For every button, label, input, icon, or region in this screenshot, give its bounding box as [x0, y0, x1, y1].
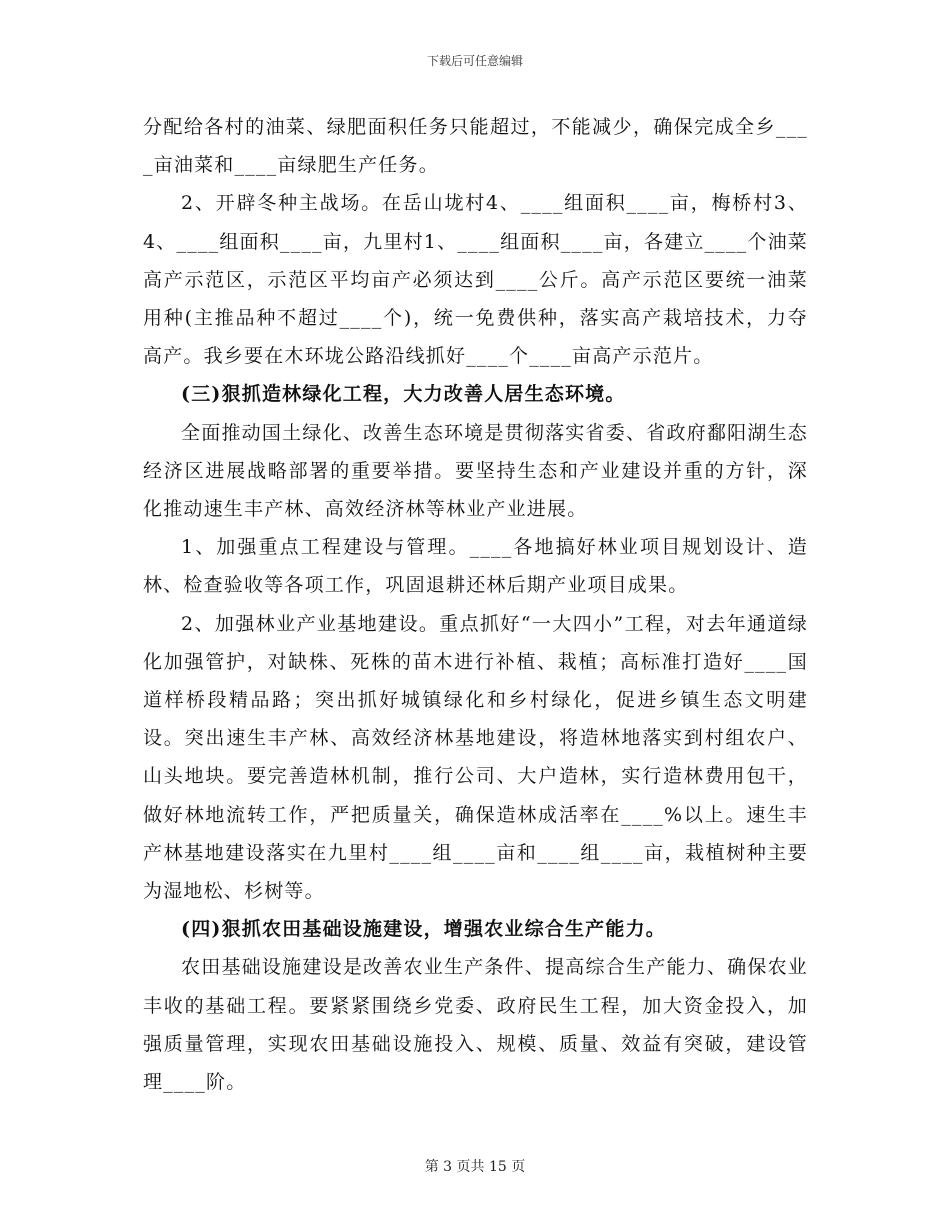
- paragraph-greening-intro: 全面推动国土绿化、改善生态环境是贯彻落实省委、省政府鄱阳湖生态经济区进展战略部署的重要举措。要坚持生态和产业建设并重的方针，深化推动速生丰产林、高效经济林等林业产业进展。: [143, 421, 808, 521]
- page-number: 第 3 页共 15 页: [424, 1159, 526, 1175]
- section-heading-afforestation: (三)狠抓造林绿化工程，大力改善人居生态环境。: [181, 383, 626, 406]
- section-heading-farmland: (四)狠抓农田基础设施建设，增强农业综合生产能力。: [181, 918, 666, 941]
- document-body: [143, 108, 808, 1101]
- paragraph-key-projects: 1、加强重点工程建设与管理。____各地搞好林业项目规划设计、造林、检查验收等各项工作，巩固退耕还林后期产业项目成果。: [143, 536, 808, 597]
- page-header: 下载后可任意编辑: [426, 54, 523, 68]
- paragraph-winter-planting: 2、开辟冬种主战场。在岳山垅村4、____组面积____亩，梅桥村3、4、____组面积____亩，九里村1、____组面积____亩，各建立____个油菜高产示范区，示范区平均亩产必须达到____公斤。高产示范区要统一油菜用种(主推品种不超过____个)，统一免费供种，落实高产栽培技术，力夺高产。我乡要在木环垅公路沿线抓好____个____亩高产示范片。: [143, 192, 808, 368]
- paragraph-forestry-base: 2、加强林业产业基地建设。重点抓好“一大四小”工程，对去年通道绿化加强管护，对缺株、死株的苗木进行补植、栽植；高标准打造好____国道样桥段精品路；突出抓好城镇绿化和乡村绿化，促进乡镇生态文明建设。突出速生丰产林、高效经济林基地建设，将造林地落实到村组农户、山头地块。要完善造林机制，推行公司、大户造林，实行造林费用包干，做好林地流转工作，严把质量关，确保造林成活率在____%以上。速生丰产林基地建设落实在九里村____组____亩和____组____亩，栽植树种主要为湿地松、杉树等。: [143, 612, 808, 903]
- paragraph-farmland-infrastructure: 农田基础设施建设是改善农业生产条件、提高综合生产能力、确保农业丰收的基础工程。要紧紧围绕乡党委、政府民生工程，加大资金投入，加强质量管理，实现农田基础设施投入、规模、质量、效益有突破，建设管理____阶。: [143, 956, 808, 1094]
- paragraph-continuation: 分配给各村的油菜、绿肥面积任务只能超过，不能减少，确保完成全乡____亩油菜和____亩绿肥生产任务。: [143, 116, 808, 177]
